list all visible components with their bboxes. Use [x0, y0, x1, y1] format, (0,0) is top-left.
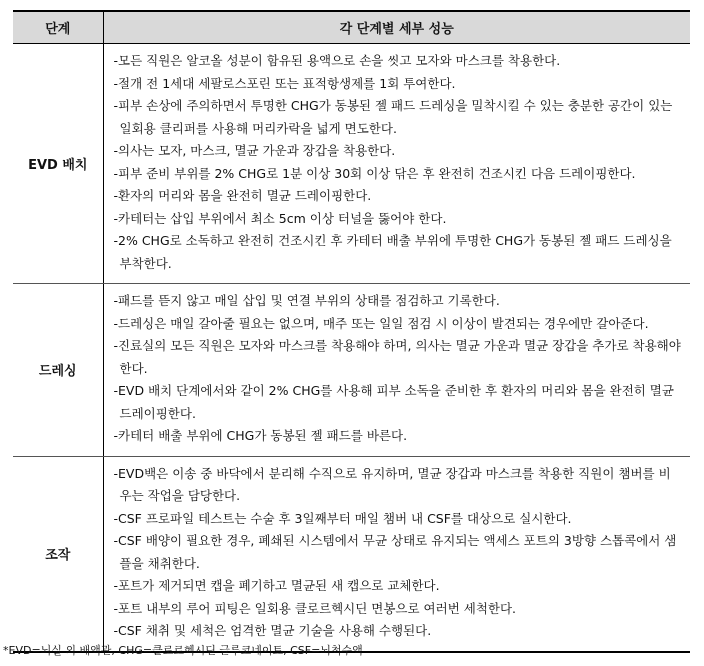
list-item-text: 의사는 모자, 마스크, 멸균 가운과 장갑을 착용한다.	[118, 143, 396, 158]
stage-cell-manipulation: 조작	[13, 456, 103, 652]
dash-marker: -	[113, 623, 119, 638]
table-header-row	[13, 11, 690, 44]
dash-marker: -	[113, 53, 119, 68]
list-item	[114, 598, 683, 621]
dash-marker: -	[113, 600, 119, 616]
list-item-text: 절개 전 1세대 세팔로스포린 또는 표적항생제를 1회 투여한다.	[118, 75, 456, 91]
list-item-text: 모든 직원은 알코올 성분이 함유된 용액으로 손을 씻고 모자와 마스크를 착용한다.	[118, 53, 561, 68]
table-row	[13, 44, 690, 284]
list-item-text: 진료실의 모든 직원은 모자와 마스크를 착용해야 하며, 의사는 멸균 가운과 멸균 장갑을 추가로 착용해야 한다.	[118, 338, 681, 376]
list-item-text: 드레싱은 매일 갈아줄 필요는 없으며, 매주 또는 일일 점검 시 이상이 발견되는 경우에만 갈아준다.	[118, 315, 649, 331]
list-item	[114, 290, 683, 313]
header-detail: 각 단계별 세부 성능	[103, 11, 690, 44]
header-stage: 단계	[13, 11, 103, 44]
list-item	[114, 575, 683, 598]
list-item	[114, 230, 683, 275]
list-item	[114, 335, 683, 380]
procedure-table	[13, 10, 690, 653]
list-item	[114, 50, 683, 73]
dash-marker: -	[113, 165, 119, 181]
list-item	[114, 140, 683, 163]
list-item-text: 카테터는 삽입 부위에서 최소 5cm 이상 터널을 뚫어야 한다.	[118, 210, 447, 226]
list-item	[114, 425, 683, 448]
dash-marker: -	[113, 465, 119, 481]
list-item	[114, 95, 683, 140]
list-item	[114, 620, 683, 643]
table-row	[13, 456, 690, 652]
stage-cell-evd-placement: EVD 배치	[13, 44, 103, 284]
list-item	[114, 163, 683, 186]
list-item	[114, 313, 683, 336]
dash-marker: -	[113, 210, 119, 226]
table-row	[13, 284, 690, 457]
dash-marker: -	[113, 533, 119, 548]
list-item-text: EVD 배치 단계에서와 같이 2% CHG를 사용해 피부 소독을 준비한 후 환자의 머리와 몸을 완전히 멸균 드레이핑한다.	[118, 383, 674, 421]
list-item-text: 카테터 배출 부위에 CHG가 동봉된 젤 패드를 바른다.	[118, 428, 408, 443]
dash-marker: -	[113, 98, 119, 113]
list-item-text: EVD백은 이송 중 바닥에서 분리해 수직으로 유지하며, 멸균 장갑과 마스크를 착용한 직원이 챔버를 비우는 작업을 담당한다.	[118, 465, 671, 503]
list-item-text: 피부 손상에 주의하면서 투명한 CHG가 동봉된 젤 패드 드레싱을 밀착시킬 수 있는 충분한 공간이 있는 일회용 클리퍼를 사용해 머리카락을 넓게 면도한다.	[118, 98, 673, 136]
detail-cell	[103, 456, 690, 652]
list-item	[114, 530, 683, 575]
dash-marker: -	[113, 510, 119, 526]
dash-marker: -	[113, 143, 119, 158]
stage-cell-dressing: 드레싱	[13, 284, 103, 457]
list-item	[114, 508, 683, 531]
list-item-text: 환자의 머리와 몸을 완전히 멸균 드레이핑한다.	[118, 188, 372, 203]
dash-marker: -	[113, 315, 119, 331]
list-item-text: 패드를 뜯지 않고 매일 삽입 및 연결 부위의 상태를 점검하고 기록한다.	[118, 293, 500, 308]
list-item-text: 2% CHG로 소독하고 완전히 건조시킨 후 카테터 배출 부위에 투명한 CHG가 동봉된 젤 패드 드레싱을 부착한다.	[118, 233, 672, 271]
list-item-text: 피부 준비 부위를 2% CHG로 1분 이상 30회 이상 닦은 후 완전히 건조시킨 다음 드레이핑한다.	[118, 165, 636, 181]
list-item	[114, 380, 683, 425]
footnote: *EVD=뇌실 외 배액관, CHG=클로르헥시딘 글루코네이트, CSF=뇌척수액	[3, 644, 363, 657]
list-item-text: CSF 배양이 필요한 경우, 폐쇄된 시스템에서 무균 상태로 유지되는 액세스 포트의 3방향 스톱콕에서 샘플을 채취한다.	[118, 533, 677, 571]
dash-marker: -	[113, 75, 119, 91]
dash-marker: -	[113, 293, 119, 308]
detail-cell	[103, 44, 690, 284]
detail-cell	[103, 284, 690, 457]
list-item	[114, 463, 683, 508]
list-item-text: 포트가 제거되면 캡을 폐기하고 멸균된 새 캡으로 교체한다.	[118, 578, 440, 593]
dash-marker: -	[113, 188, 119, 203]
list-item-text: 포트 내부의 루어 피팅은 일회용 클로르헥시딘 면봉으로 여러번 세척한다.	[118, 600, 517, 616]
dash-marker: -	[113, 338, 119, 353]
list-item-text: CSF 채취 및 세척은 엄격한 멸균 기술을 사용해 수행된다.	[118, 623, 432, 638]
list-item-text: CSF 프로파일 테스트는 수술 후 3일째부터 매일 챔버 내 CSF를 대상으로 실시한다.	[118, 510, 572, 526]
list-item	[114, 208, 683, 231]
dash-marker: -	[113, 578, 119, 593]
list-item	[114, 73, 683, 96]
dash-marker: -	[113, 428, 119, 443]
dash-marker: -	[113, 383, 119, 398]
dash-marker: -	[113, 233, 119, 248]
list-item	[114, 185, 683, 208]
